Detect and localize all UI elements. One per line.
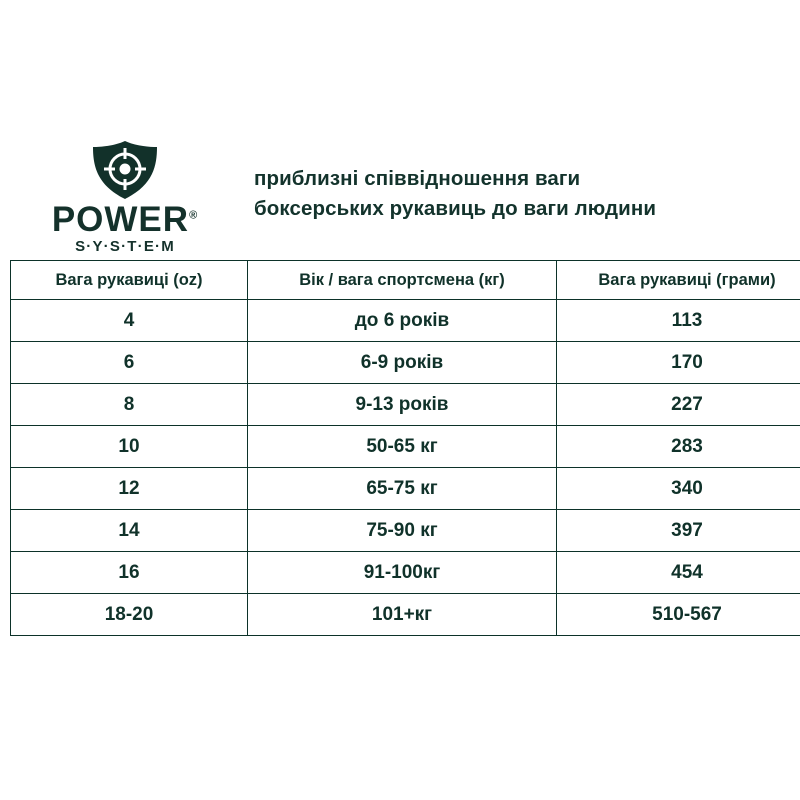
cell-glove-oz: 8 — [11, 384, 248, 426]
cell-glove-grams: 510-567 — [557, 594, 800, 636]
cell-athlete: 6-9 років — [248, 342, 557, 384]
table-row — [11, 594, 800, 636]
glove-weight-table — [10, 260, 800, 636]
cell-athlete: 65-75 кг — [248, 468, 557, 510]
shield-crosshair-icon — [87, 140, 163, 200]
table-head — [11, 261, 800, 300]
table-row — [11, 342, 800, 384]
poster-title — [250, 164, 800, 223]
logo-wordmark-text: POWER — [51, 199, 190, 239]
cell-glove-grams: 227 — [557, 384, 800, 426]
cell-glove-grams: 283 — [557, 426, 800, 468]
cell-glove-oz: 6 — [11, 342, 248, 384]
cell-athlete: 101+кг — [248, 594, 557, 636]
cell-athlete: 75-90 кг — [248, 510, 557, 552]
cell-glove-grams: 113 — [557, 300, 800, 342]
table-row — [11, 426, 800, 468]
logo-registered-mark: ® — [189, 208, 199, 221]
table-header-row — [11, 261, 800, 300]
title-line-1: приблизні співвідношення ваги — [254, 167, 581, 191]
column-header-glove-grams: Вага рукавиці (грами) — [557, 261, 800, 300]
cell-glove-grams: 397 — [557, 510, 800, 552]
cell-glove-grams: 170 — [557, 342, 800, 384]
title-line-2: боксерських рукавиць до ваги людини — [254, 197, 657, 220]
cell-glove-oz: 4 — [11, 300, 248, 342]
brand-logo — [0, 134, 250, 255]
table-body — [11, 300, 800, 636]
cell-glove-grams: 340 — [557, 468, 800, 510]
cell-glove-oz: 14 — [11, 510, 248, 552]
cell-glove-oz: 12 — [11, 468, 248, 510]
cell-glove-oz: 16 — [11, 552, 248, 594]
table-row — [11, 510, 800, 552]
cell-glove-oz: 10 — [11, 426, 248, 468]
column-header-athlete: Вік / вага спортсмена (кг) — [248, 261, 557, 300]
table-row — [11, 468, 800, 510]
column-header-glove-oz: Вага рукавиці (oz) — [11, 261, 248, 300]
cell-athlete: 9-13 років — [248, 384, 557, 426]
cell-athlete: 50-65 кг — [248, 426, 557, 468]
table-row — [11, 384, 800, 426]
cell-glove-grams: 454 — [557, 552, 800, 594]
table-row — [11, 300, 800, 342]
logo-subtitle: S·Y·S·T·E·M — [75, 237, 175, 255]
cell-athlete: 91-100кг — [248, 552, 557, 594]
logo-wordmark — [51, 199, 199, 239]
poster-header — [0, 130, 800, 258]
cell-athlete: до 6 років — [248, 300, 557, 342]
cell-glove-oz: 18-20 — [11, 594, 248, 636]
table-row — [11, 552, 800, 594]
